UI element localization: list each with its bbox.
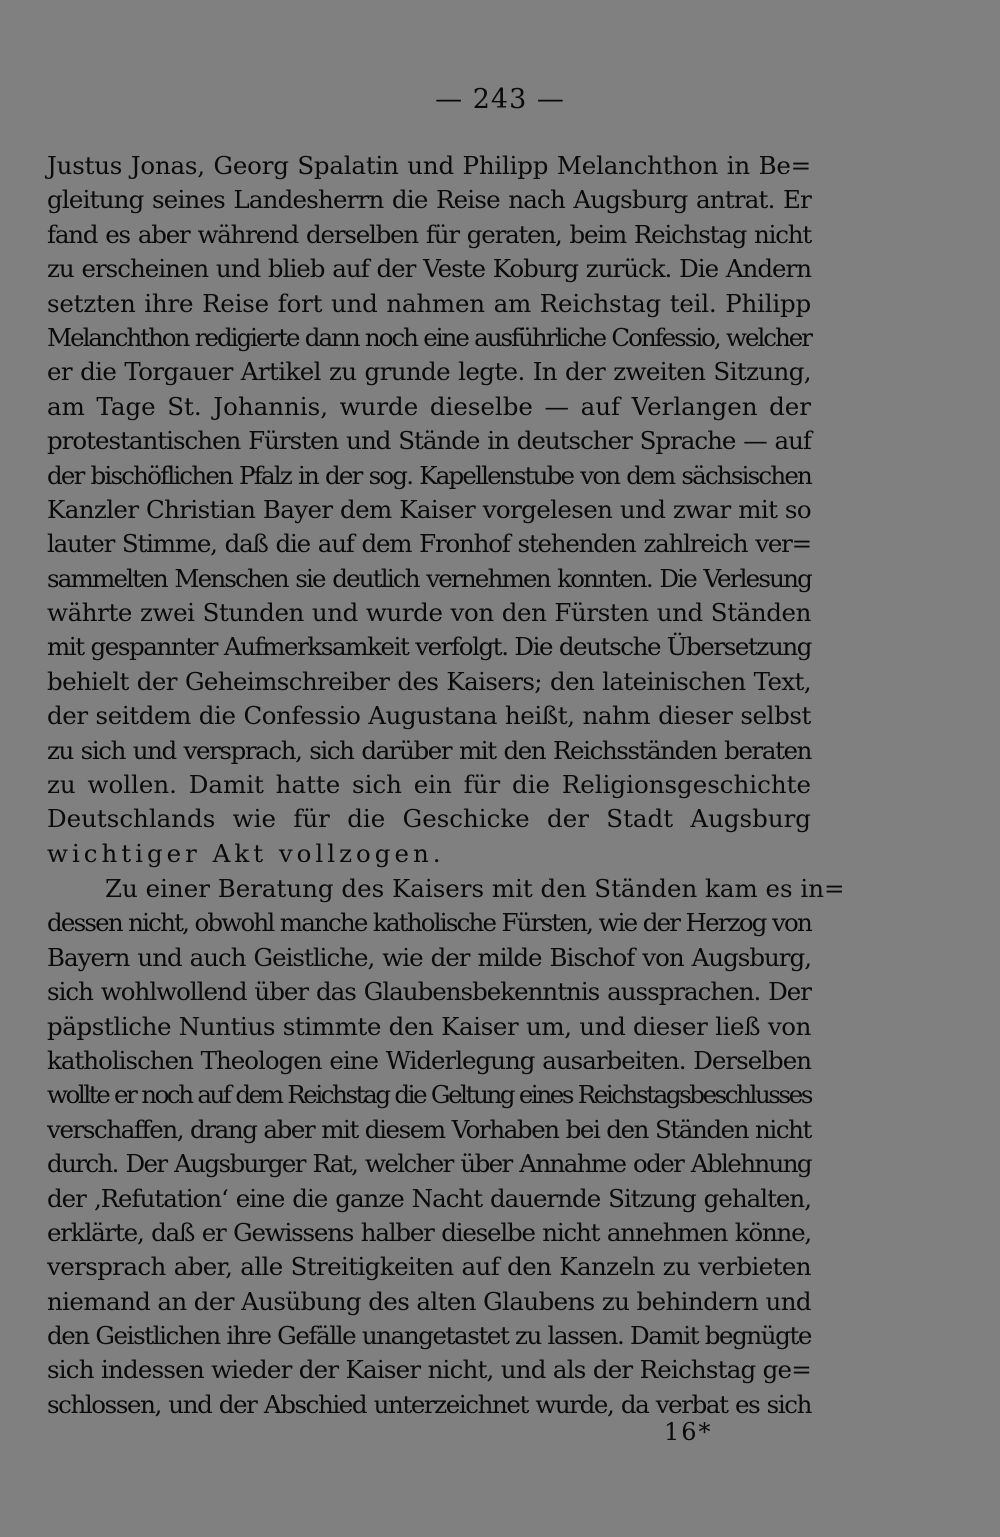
text-line: zu erscheinen und blieb auf der Veste Koburg zurück. Die Andern <box>47 254 811 284</box>
text-line: der bischöflichen Pfalz in der sog. Kapellenstube von dem sächsischen <box>47 460 811 490</box>
text-line: Melanchthon redigierte dann noch eine ausführliche Confessio, welcher <box>47 322 811 352</box>
text-line: den Geistlichen ihre Gefälle unangetastet zu lassen. Damit begnügte <box>47 1321 811 1351</box>
paragraph-2 <box>47 872 845 1422</box>
text-line: währte zwei Stunden und wurde von den Fürsten und Ständen <box>47 598 811 628</box>
text-line: mit gespannter Aufmerksamkeit verfolgt. Die deutsche Übersetzung <box>47 632 811 662</box>
paragraph-1 <box>47 149 811 871</box>
text-line: gleitung seines Landesherrn die Reise nach Augsburg antrat. Er <box>47 185 811 215</box>
text-line: er die Torgauer Artikel zu grunde legte. In der zweiten Sitzung, <box>47 357 811 387</box>
text-line: setzten ihre Reise fort und nahmen am Reichstag teil. Philipp <box>47 288 811 318</box>
printer-signature-mark: 16* <box>664 1418 713 1446</box>
text-line: Zu einer Beratung des Kaisers mit den Ständen kam es in= <box>105 874 845 903</box>
text-line: lauter Stimme, daß die auf dem Fronhof stehenden zahlreich ver= <box>47 529 811 559</box>
text-line: dessen nicht, obwohl manche katholische Fürsten, wie der Herzog von <box>47 908 811 938</box>
text-line: sammelten Menschen sie deutlich vernehmen konnten. Die Verlesung <box>47 563 811 593</box>
text-line: verschaffen, drang aber mit diesem Vorhaben bei den Ständen nicht <box>47 1114 811 1144</box>
text-line: fand es aber während derselben für geraten, beim Reichstag nicht <box>47 219 811 249</box>
text-line: Kanzler Christian Bayer dem Kaiser vorgelesen und zwar mit so <box>47 494 811 524</box>
text-line: behielt der Geheimschreiber des Kaisers; den lateinischen Text, <box>47 666 811 696</box>
text-line: Justus Jonas, Georg Spalatin und Philipp Melanchthon in Be= <box>47 151 811 180</box>
text-line: wichtiger Akt vollzogen. <box>47 838 445 868</box>
text-line: zu wollen. Damit hatte sich ein für die Religionsgeschichte <box>47 770 811 800</box>
text-line: protestantischen Fürsten und Stände in deutscher Sprache — auf <box>47 426 811 456</box>
text-line: durch. Der Augsburger Rat, welcher über Annahme oder Ablehnung <box>47 1149 811 1179</box>
text-line: wollte er noch auf dem Reichstag die Geltung eines Reichstagsbeschlusses <box>47 1080 811 1110</box>
text-line: Deutschlands wie für die Geschicke der Stadt Augsburg <box>47 804 811 834</box>
text-line: am Tage St. Johannis, wurde dieselbe — auf Verlangen der <box>47 391 811 421</box>
text-line: päpstliche Nuntius stimmte den Kaiser um, und dieser ließ von <box>47 1011 811 1041</box>
text-line: Bayern und auch Geistliche, wie der milde Bischof von Augsburg, <box>47 942 811 972</box>
text-line: sich indessen wieder der Kaiser nicht, und als der Reichstag ge= <box>47 1355 811 1385</box>
text-line: erklärte, daß er Gewissens halber dieselbe nicht annehmen könne, <box>47 1217 811 1247</box>
text-line: schlossen, und der Abschied unterzeichnet wurde, da verbat es sich <box>47 1389 811 1419</box>
page-header: — 243 — <box>435 84 565 115</box>
text-line: versprach aber, alle Streitigkeiten auf den Kanzeln zu verbieten <box>47 1252 811 1282</box>
text-line: sich wohlwollend über das Glaubensbekenntnis aussprachen. Der <box>47 977 811 1007</box>
text-line: zu sich und versprach, sich darüber mit den Reichsständen beraten <box>47 735 811 765</box>
text-line: der ‚Refutation‘ eine die ganze Nacht dauernde Sitzung gehalten, <box>47 1183 811 1213</box>
text-line: der seitdem die Confessio Augustana heißt, nahm dieser selbst <box>47 701 811 731</box>
text-line: katholischen Theologen eine Widerlegung ausarbeiten. Derselben <box>47 1045 811 1075</box>
text-line: niemand an der Ausübung des alten Glaubens zu behindern und <box>47 1286 811 1316</box>
